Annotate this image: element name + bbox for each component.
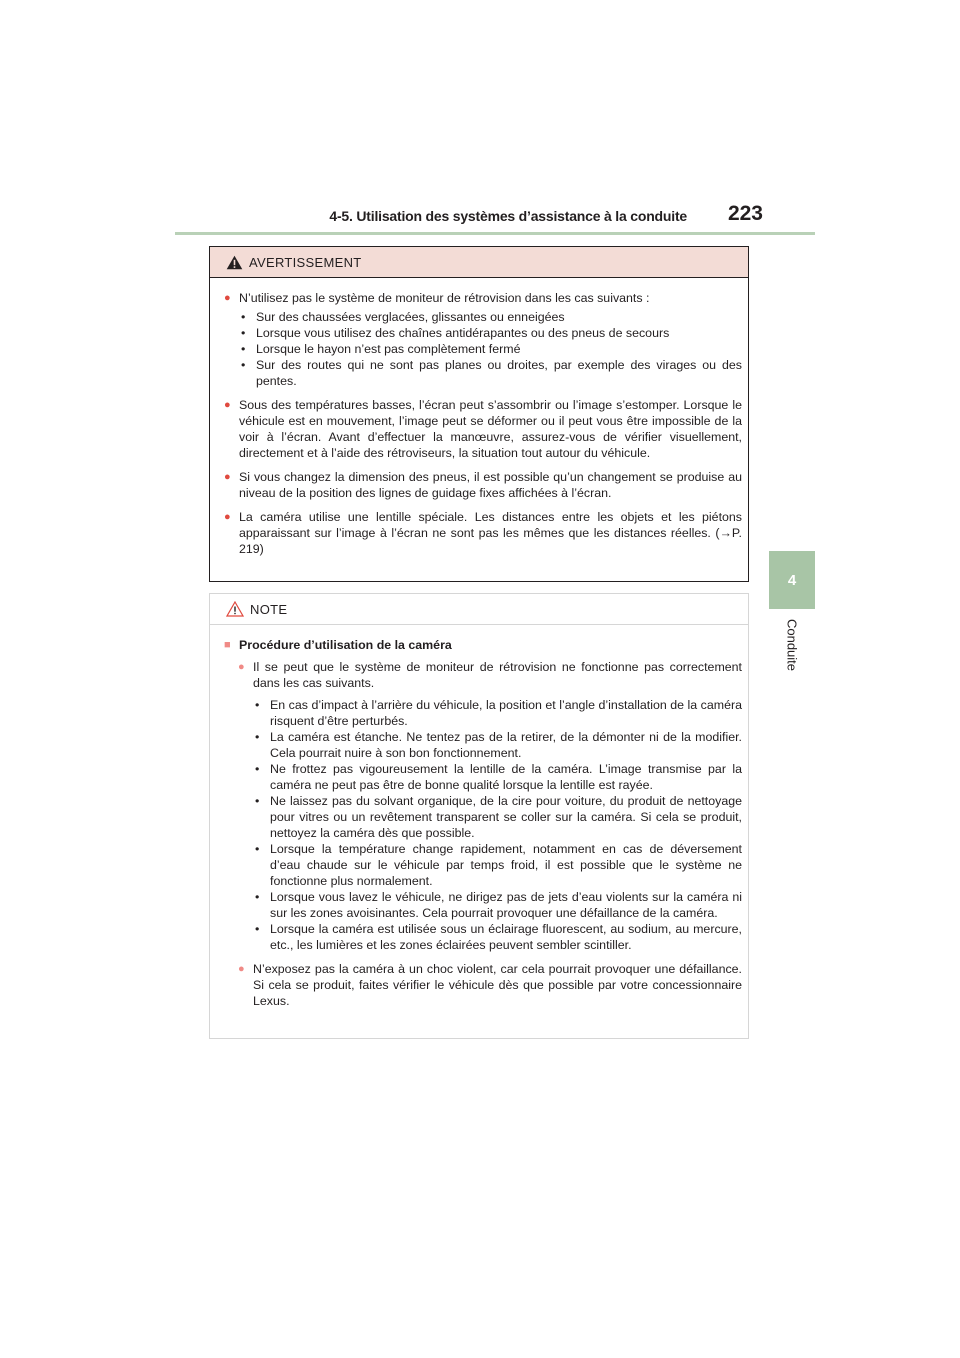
warning-header: [210, 247, 748, 278]
bullet-icon: ●: [224, 511, 231, 523]
note-heading-text: Procédure d’utilisation de la caméra: [239, 638, 452, 652]
section-title: 4-5. Utilisation des systèmes d’assistance à la conduite: [329, 208, 687, 224]
bullet-icon: ●: [224, 399, 231, 411]
warning-box: [209, 246, 749, 582]
chapter-number: 4: [787, 571, 797, 589]
list-item: • Sur des routes qui ne sont pas planes ou droites, par exemple des virages ou des pentes.: [241, 358, 742, 388]
caution-triangle-icon: [226, 601, 244, 617]
chapter-label-text: Conduite: [784, 618, 800, 672]
note-box: [209, 593, 749, 1039]
warning-item: [224, 469, 742, 501]
warning-title: AVERTISSEMENT: [249, 254, 362, 270]
list-item: • Lorsque le hayon n’est pas complètement fermé: [241, 342, 521, 356]
note-title: NOTE: [250, 601, 288, 617]
square-bullet-icon: ■: [224, 639, 231, 651]
list-item: • Ne laissez pas du solvant organique, de la cire pour voiture, du produit de nettoyage pour vitres ou un revêtement transparent se coller sur la caméra. Si cela se produit, nettoyez la caméra dès que possible.: [255, 794, 742, 840]
note-item: [238, 961, 742, 1009]
note-item-text: N’exposez pas la caméra à un choc violent, car cela pourrait provoquer une défaillance. Si cela se produit, faites vérifier le véhicule dès que possible par votre concessionnaire Lexus.: [253, 962, 742, 1008]
bullet-icon: ●: [238, 661, 245, 673]
warning-item-text: Si vous changez la dimension des pneus, il est possible qu’un changement se produise au niveau de la position des lignes de guidage fixes affichées à l’écran.: [239, 470, 742, 500]
note-heading: [224, 637, 742, 653]
list-item: • Ne frottez pas vigoureusement la lentille de la caméra. L’image transmise par la caméra ne peut pas être de bonne qualité lorsque la lentille est rayée.: [255, 762, 742, 792]
warning-item: [224, 290, 742, 389]
warning-sub-list: [239, 309, 742, 389]
page-header: [175, 200, 815, 232]
bullet-icon: ●: [224, 471, 231, 483]
note-item: [238, 659, 742, 953]
warning-triangle-icon: [226, 255, 243, 270]
note-item-text: Il se peut que le système de moniteur de rétrovision ne fonctionne pas correctement dans les cas suivants.: [253, 660, 742, 690]
list-item: • Lorsque vous lavez le véhicule, ne dirigez pas de jets d’eau violents sur la caméra ni sur les zones avoisinantes. Cela pourrait provoquer une défaillance de la caméra.: [255, 890, 742, 920]
warning-item: [224, 509, 742, 557]
note-header: [210, 594, 748, 625]
chapter-label: [769, 610, 815, 680]
note-body: [210, 625, 748, 1009]
list-item: • Lorsque la caméra est utilisée sous un éclairage fluorescent, au sodium, au mercure, etc., les lumières et les zones éclairées peuvent sembler scintiller.: [255, 922, 742, 952]
list-item: • En cas d’impact à l’arrière du véhicule, la position et l’angle d’installation de la caméra risquent d’être perturbés.: [255, 698, 742, 728]
note-sub-list: [253, 697, 742, 953]
bullet-icon: ●: [224, 292, 231, 304]
warning-body: [210, 278, 748, 557]
warning-item: [224, 397, 742, 461]
list-item: • Lorsque vous utilisez des chaînes antidérapantes ou des pneus de secours: [241, 326, 670, 340]
list-item: • Lorsque la température change rapidement, notamment en cas de déversement d’eau chaude sur le véhicule par temps froid, il est possible que le système ne fonctionne plus normalement.: [255, 842, 742, 888]
page-number: 223: [727, 202, 763, 225]
bullet-icon: ●: [238, 963, 245, 975]
list-item: • La caméra est étanche. Ne tentez pas de la retirer, de la démonter ni de la modifier. Cela pourrait nuire à son bon fonctionnement.: [255, 730, 742, 760]
chapter-tab[interactable]: [769, 551, 815, 609]
list-item: • Sur des chaussées verglacées, glissantes ou enneigées: [241, 310, 565, 324]
warning-item-text: N’utilisez pas le système de moniteur de rétrovision dans les cas suivants :: [239, 291, 650, 305]
warning-item-text: Sous des températures basses, l’écran peut s’assombrir ou l’image s’estomper. Lorsque le véhicule est en mouvement, l’image peut se déformer ou il peut vous être impossible de la voir à l’écran. Avant d’effectuer la manœuvre, assurez-vous de vérifier visuellement, directement et à l’aide des rétroviseurs, la situation tout autour du véhicule.: [239, 398, 742, 460]
warning-item-text: La caméra utilise une lentille spéciale. Les distances entre les objets et les piétons apparaissant sur l’image à l’écran ne sont pas les mêmes que les distances réelles. (→P. 219): [239, 510, 742, 556]
header-rule: [175, 232, 815, 235]
